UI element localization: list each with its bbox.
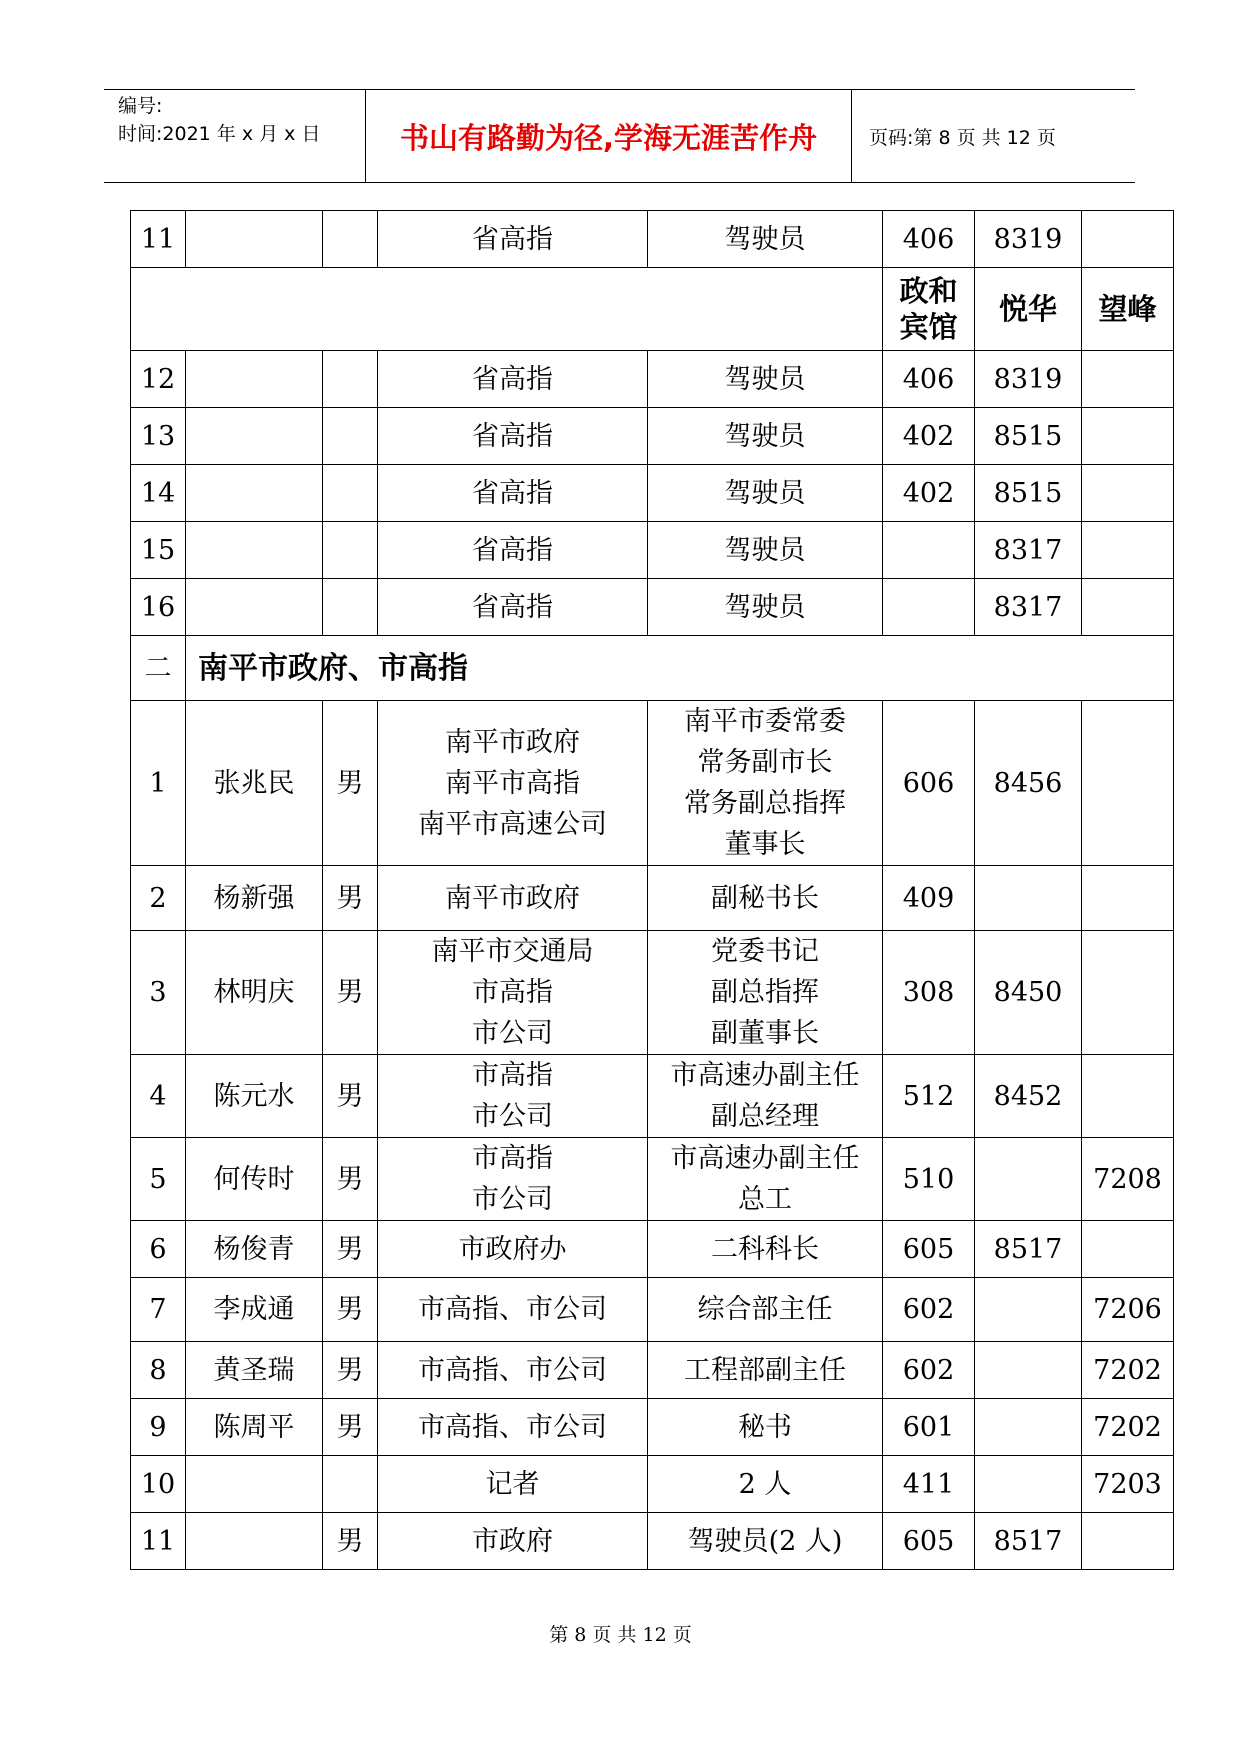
row-title bbox=[648, 579, 883, 636]
row-zhenghe-room: 605 bbox=[883, 1513, 975, 1570]
row-title-line: 常务副市长 bbox=[697, 747, 833, 778]
row-unit-line: 市高指、市公司 bbox=[418, 1411, 607, 1443]
row-sex: 男 bbox=[323, 701, 378, 866]
row-title bbox=[648, 931, 883, 1055]
row-name: 张兆民 bbox=[186, 701, 323, 866]
table-row bbox=[131, 1456, 1174, 1513]
table-row bbox=[131, 579, 1174, 636]
doc-time-label: 时间:2021 年 x 月 x 日 bbox=[118, 123, 321, 145]
table-row bbox=[131, 1278, 1174, 1342]
row-zhenghe-room: 406 bbox=[883, 351, 975, 408]
header-meta bbox=[118, 92, 320, 148]
hotel-header bbox=[131, 268, 1174, 351]
row-unit bbox=[378, 579, 648, 636]
table-row bbox=[131, 1513, 1174, 1570]
row-name: 李成通 bbox=[186, 1278, 323, 1342]
row-name bbox=[186, 522, 323, 579]
row-yuehua-room bbox=[975, 1342, 1082, 1399]
row-unit-line: 市公司 bbox=[472, 1018, 553, 1049]
row-name bbox=[186, 408, 323, 465]
row-sex bbox=[323, 1456, 378, 1513]
row-name: 陈元水 bbox=[186, 1055, 323, 1138]
row-title bbox=[648, 1221, 883, 1278]
row-wangfeng-room bbox=[1082, 522, 1174, 579]
row-sex: 男 bbox=[323, 1399, 378, 1456]
hotel-zhenghe-label: 政和宾馆 bbox=[899, 274, 958, 344]
row-yuehua-room: 8456 bbox=[975, 701, 1082, 866]
row-title bbox=[648, 1399, 883, 1456]
row-unit-line: 南平市政府 bbox=[445, 726, 580, 758]
row-zhenghe-room: 510 bbox=[883, 1138, 975, 1221]
row-wangfeng-room bbox=[1082, 465, 1174, 522]
row-yuehua-room bbox=[975, 1278, 1082, 1342]
row-yuehua-room: 8515 bbox=[975, 465, 1082, 522]
row-sex bbox=[323, 579, 378, 636]
row-title-line: 副总指挥 bbox=[711, 977, 819, 1008]
row-yuehua-room: 8515 bbox=[975, 408, 1082, 465]
table-row bbox=[131, 1342, 1174, 1399]
header-page-label: 页码:第 8 页 共 12 页 bbox=[869, 126, 1056, 149]
row-title-line: 党委书记 bbox=[711, 936, 819, 967]
hotel-header-row bbox=[131, 268, 1174, 351]
row-yuehua-room: 8450 bbox=[975, 931, 1082, 1055]
row-yuehua-room: 8452 bbox=[975, 1055, 1082, 1138]
rows-group2 bbox=[131, 701, 1174, 1570]
row-unit bbox=[378, 866, 648, 931]
row-unit bbox=[378, 1138, 648, 1221]
row-title bbox=[648, 1342, 883, 1399]
row-sex bbox=[323, 211, 378, 268]
row-number: 2 bbox=[131, 866, 186, 931]
section-number: 二 bbox=[131, 636, 186, 701]
row-name: 杨新强 bbox=[186, 866, 323, 931]
row-name: 杨俊青 bbox=[186, 1221, 323, 1278]
hotel-wangfeng: 望峰 bbox=[1082, 268, 1174, 351]
row-unit-line: 市政府办 bbox=[458, 1233, 567, 1265]
row-name: 何传时 bbox=[186, 1138, 323, 1221]
row-wangfeng-room: 7202 bbox=[1082, 1342, 1174, 1399]
row-unit bbox=[378, 522, 648, 579]
row-yuehua-room: 8517 bbox=[975, 1513, 1082, 1570]
row-title bbox=[648, 1456, 883, 1513]
row-number: 11 bbox=[131, 1513, 186, 1570]
row-unit-line: 南平市交通局 bbox=[431, 936, 594, 967]
row-title-line: 二科科长 bbox=[711, 1233, 819, 1265]
rows-top bbox=[131, 211, 1174, 268]
row-unit-line: 省高指 bbox=[472, 534, 553, 566]
row-unit-line: 南平市政府 bbox=[445, 882, 580, 914]
row-yuehua-room bbox=[975, 1399, 1082, 1456]
row-unit-line: 省高指 bbox=[472, 223, 553, 255]
row-unit-line: 市高指 bbox=[472, 1143, 553, 1174]
row-number: 1 bbox=[131, 701, 186, 866]
row-wangfeng-room bbox=[1082, 1513, 1174, 1570]
row-number: 5 bbox=[131, 1138, 186, 1221]
row-title-line: 董事长 bbox=[724, 829, 806, 860]
header-divider bbox=[851, 90, 852, 182]
row-wangfeng-room: 7206 bbox=[1082, 1278, 1174, 1342]
row-title bbox=[648, 211, 883, 268]
row-number: 4 bbox=[131, 1055, 186, 1138]
row-title-line: 综合部主任 bbox=[697, 1294, 833, 1325]
row-unit-line: 市公司 bbox=[472, 1184, 553, 1215]
row-unit bbox=[378, 1278, 648, 1342]
row-title-line: 驾驶员 bbox=[724, 363, 806, 395]
table-row bbox=[131, 701, 1174, 866]
row-wangfeng-room bbox=[1082, 211, 1174, 268]
row-unit-line: 市高指、市公司 bbox=[418, 1354, 607, 1386]
row-title-line: 副秘书长 bbox=[711, 882, 819, 914]
row-number: 9 bbox=[131, 1399, 186, 1456]
row-title bbox=[648, 522, 883, 579]
row-title-line: 2 人 bbox=[738, 1468, 792, 1500]
row-unit-line: 省高指 bbox=[472, 363, 553, 395]
row-name bbox=[186, 211, 323, 268]
row-number: 12 bbox=[131, 351, 186, 408]
table-row bbox=[131, 211, 1174, 268]
row-title bbox=[648, 866, 883, 931]
row-zhenghe-room: 606 bbox=[883, 701, 975, 866]
row-unit bbox=[378, 1399, 648, 1456]
row-zhenghe-room: 602 bbox=[883, 1342, 975, 1399]
row-unit bbox=[378, 408, 648, 465]
row-name: 林明庆 bbox=[186, 931, 323, 1055]
row-sex: 男 bbox=[323, 1513, 378, 1570]
row-unit-line: 省高指 bbox=[472, 420, 553, 452]
row-unit-line: 市公司 bbox=[472, 1101, 553, 1132]
row-title-line: 驾驶员 bbox=[724, 223, 806, 255]
row-title-line: 副董事长 bbox=[711, 1018, 819, 1049]
row-title bbox=[648, 1055, 883, 1138]
row-title bbox=[648, 1138, 883, 1221]
row-title-line: 秘书 bbox=[738, 1411, 792, 1443]
row-wangfeng-room bbox=[1082, 579, 1174, 636]
row-yuehua-room: 8319 bbox=[975, 211, 1082, 268]
row-title-line: 南平市委常委 bbox=[684, 706, 846, 737]
row-title bbox=[648, 465, 883, 522]
table-row bbox=[131, 931, 1174, 1055]
row-unit-line: 记者 bbox=[485, 1468, 540, 1500]
row-sex: 男 bbox=[323, 1055, 378, 1138]
table-row bbox=[131, 1138, 1174, 1221]
row-sex: 男 bbox=[323, 1278, 378, 1342]
row-unit bbox=[378, 701, 648, 866]
header-motto: 书山有路勤为径,学海无涯苦作舟 bbox=[399, 120, 818, 155]
table-row bbox=[131, 1055, 1174, 1138]
row-title-line: 市高速办副主任 bbox=[670, 1143, 860, 1174]
row-title bbox=[648, 1513, 883, 1570]
row-yuehua-room: 8317 bbox=[975, 522, 1082, 579]
row-sex bbox=[323, 522, 378, 579]
row-title-line: 驾驶员 bbox=[724, 477, 806, 509]
row-title-line: 总工 bbox=[738, 1184, 792, 1215]
page-header bbox=[104, 89, 1135, 183]
row-wangfeng-room bbox=[1082, 931, 1174, 1055]
row-sex: 男 bbox=[323, 1342, 378, 1399]
row-name bbox=[186, 1456, 323, 1513]
row-number: 10 bbox=[131, 1456, 186, 1513]
row-sex: 男 bbox=[323, 931, 378, 1055]
row-title bbox=[648, 701, 883, 866]
row-title bbox=[648, 408, 883, 465]
row-unit-line: 省高指 bbox=[472, 477, 553, 509]
row-zhenghe-room: 601 bbox=[883, 1399, 975, 1456]
table-row bbox=[131, 1221, 1174, 1278]
row-unit bbox=[378, 1342, 648, 1399]
row-number: 16 bbox=[131, 579, 186, 636]
row-sex: 男 bbox=[323, 1138, 378, 1221]
table-row bbox=[131, 866, 1174, 931]
row-unit-line: 市高指、市公司 bbox=[418, 1294, 607, 1325]
table-row bbox=[131, 522, 1174, 579]
row-title-line: 驾驶员 bbox=[724, 420, 806, 452]
row-name bbox=[186, 351, 323, 408]
row-number: 15 bbox=[131, 522, 186, 579]
row-sex: 男 bbox=[323, 866, 378, 931]
row-yuehua-room: 8517 bbox=[975, 1221, 1082, 1278]
roster-table bbox=[130, 210, 1174, 1570]
row-wangfeng-room bbox=[1082, 1221, 1174, 1278]
row-wangfeng-room bbox=[1082, 408, 1174, 465]
doc-number-label: 编号: bbox=[118, 95, 163, 117]
row-name bbox=[186, 1513, 323, 1570]
page-footer: 第 8 页 共 12 页 bbox=[549, 1624, 692, 1646]
section-title: 南平市政府、市高指 bbox=[186, 636, 1174, 701]
row-unit bbox=[378, 351, 648, 408]
section-two bbox=[131, 636, 1174, 701]
table-row bbox=[131, 408, 1174, 465]
row-title-line: 驾驶员(2 人) bbox=[687, 1525, 843, 1557]
row-number: 14 bbox=[131, 465, 186, 522]
row-title bbox=[648, 351, 883, 408]
row-title bbox=[648, 1278, 883, 1342]
row-zhenghe-room: 602 bbox=[883, 1278, 975, 1342]
row-number: 8 bbox=[131, 1342, 186, 1399]
row-yuehua-room bbox=[975, 1138, 1082, 1221]
row-yuehua-room bbox=[975, 1456, 1082, 1513]
row-unit-line: 南平市高速公司 bbox=[418, 808, 607, 840]
row-name bbox=[186, 465, 323, 522]
row-name: 陈周平 bbox=[186, 1399, 323, 1456]
row-wangfeng-room bbox=[1082, 701, 1174, 866]
row-title-line: 市高速办副主任 bbox=[670, 1060, 860, 1091]
row-title-line: 驾驶员 bbox=[724, 534, 806, 566]
row-unit bbox=[378, 1055, 648, 1138]
row-zhenghe-room bbox=[883, 522, 975, 579]
row-yuehua-room: 8317 bbox=[975, 579, 1082, 636]
row-zhenghe-room: 402 bbox=[883, 408, 975, 465]
section-row bbox=[131, 636, 1174, 701]
row-sex bbox=[323, 408, 378, 465]
hotel-yuehua: 悦华 bbox=[975, 268, 1082, 351]
row-number: 3 bbox=[131, 931, 186, 1055]
row-yuehua-room bbox=[975, 866, 1082, 931]
row-zhenghe-room: 409 bbox=[883, 866, 975, 931]
row-title-line: 驾驶员 bbox=[724, 591, 806, 623]
row-unit bbox=[378, 1221, 648, 1278]
row-zhenghe-room: 402 bbox=[883, 465, 975, 522]
row-number: 6 bbox=[131, 1221, 186, 1278]
row-zhenghe-room: 605 bbox=[883, 1221, 975, 1278]
row-unit-line: 南平市高指 bbox=[445, 767, 580, 799]
hotel-zhenghe bbox=[883, 268, 975, 351]
row-unit-line: 省高指 bbox=[472, 591, 553, 623]
row-unit bbox=[378, 465, 648, 522]
row-zhenghe-room bbox=[883, 579, 975, 636]
row-wangfeng-room bbox=[1082, 1055, 1174, 1138]
row-zhenghe-room: 512 bbox=[883, 1055, 975, 1138]
row-wangfeng-room bbox=[1082, 866, 1174, 931]
row-sex bbox=[323, 351, 378, 408]
row-unit bbox=[378, 1513, 648, 1570]
row-number: 13 bbox=[131, 408, 186, 465]
row-name: 黄圣瑞 bbox=[186, 1342, 323, 1399]
row-unit bbox=[378, 931, 648, 1055]
row-title-line: 副总经理 bbox=[711, 1101, 819, 1132]
row-name bbox=[186, 579, 323, 636]
row-unit-line: 市高指 bbox=[472, 977, 553, 1008]
row-unit-line: 市政府 bbox=[472, 1525, 553, 1557]
row-unit-line: 市高指 bbox=[472, 1060, 553, 1091]
row-zhenghe-room: 406 bbox=[883, 211, 975, 268]
row-title-line: 工程部副主任 bbox=[684, 1354, 846, 1386]
row-unit bbox=[378, 211, 648, 268]
row-number: 11 bbox=[131, 211, 186, 268]
row-wangfeng-room: 7203 bbox=[1082, 1456, 1174, 1513]
row-sex bbox=[323, 465, 378, 522]
row-zhenghe-room: 411 bbox=[883, 1456, 975, 1513]
table-row bbox=[131, 465, 1174, 522]
row-wangfeng-room: 7208 bbox=[1082, 1138, 1174, 1221]
row-number: 7 bbox=[131, 1278, 186, 1342]
rows-group1 bbox=[131, 351, 1174, 636]
row-unit bbox=[378, 1456, 648, 1513]
hotel-header-blank bbox=[131, 268, 883, 351]
row-wangfeng-room: 7202 bbox=[1082, 1399, 1174, 1456]
row-zhenghe-room: 308 bbox=[883, 931, 975, 1055]
row-title-line: 常务副总指挥 bbox=[684, 788, 846, 819]
table-row bbox=[131, 1399, 1174, 1456]
row-sex: 男 bbox=[323, 1221, 378, 1278]
row-yuehua-room: 8319 bbox=[975, 351, 1082, 408]
row-wangfeng-room bbox=[1082, 351, 1174, 408]
table-row bbox=[131, 351, 1174, 408]
